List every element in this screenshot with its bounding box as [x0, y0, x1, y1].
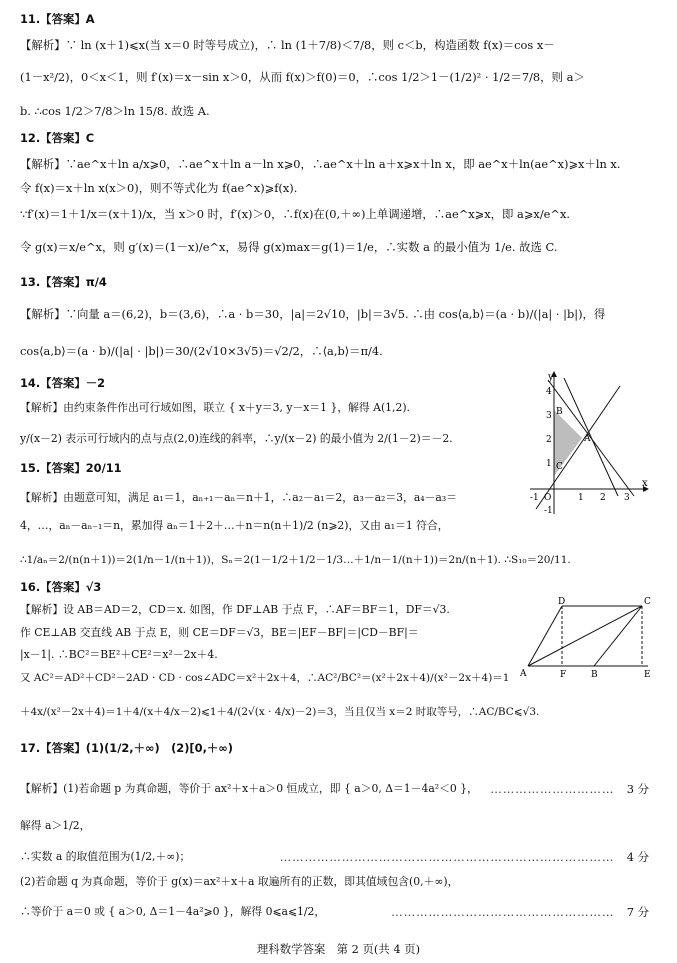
trapezoid-figure — [518, 596, 658, 680]
label-d: D — [558, 597, 566, 607]
x-axis-label: x — [642, 478, 648, 489]
y-axis-label: y — [548, 372, 554, 383]
q11-line-3: b. ∴cos 1/2＞7/8＞ln 15/8. 故选 A. — [20, 104, 210, 118]
q12-line-4: 令 g(x)＝x/e^x，则 g′(x)＝(1－x)/e^x，易得 g(x)max＝g(1)＝1/e，∴实数 a 的最小值为 1/e. 故选 C. — [20, 240, 558, 254]
q15-line-1: 【解析】由题意可知，满足 a₁＝1，aₙ₊₁－aₙ＝n＋1，∴a₂－a₁＝2，a₃－a₂＝3，a₄－a₃＝ — [20, 491, 457, 504]
x-tick: 1 — [578, 493, 584, 503]
y-tick: 2 — [546, 435, 552, 445]
q12-line-1: 【解析】∵ae^x＋ln a/x⩾0，∴ae^x＋ln a－ln x⩾0，∴ae^x＋ln a＋x⩾x＋ln x，即 ae^x＋ln(ae^x)⩾x＋ln x. — [20, 157, 621, 171]
y-tick: 4 — [546, 387, 552, 397]
line-bc — [594, 606, 642, 666]
label-e: E — [644, 670, 651, 680]
q16-line-2: 作 CE⊥AB 交直线 AB 于点 E，则 CE＝DF＝√3，BE＝|EF－BF|＝|CD－BF|＝ — [20, 626, 419, 639]
feasible-region-figure — [522, 368, 652, 518]
q17-line-3: ∴实数 a 的取值范围为(1/2,＋∞)； — [20, 850, 191, 863]
origin-label: O — [544, 493, 552, 503]
q17-answer: 17.【答案】(1)(1/2,＋∞) (2)[0,＋∞) — [20, 741, 233, 755]
q14-line-2: y/(x－2) 表示可行域内的点与点(2,0)连线的斜率，∴y/(x－2) 的最小值为 2/(1－2)＝－2. — [20, 432, 453, 445]
line-y-minus-x-eq-1 — [536, 386, 620, 509]
q16-line-4: 又 AC²＝AD²＋CD²－2AD · CD · cos∠ADC＝x²＋2x＋4，∴AC²/BC²＝(x²＋2x＋4)/(x²－2x＋4)＝1 — [20, 672, 510, 684]
q14-answer: 14.【答案】－2 — [20, 376, 106, 390]
q15-line-2: 4，…，aₙ－aₙ₋₁＝n，累加得 aₙ＝1＋2＋…＋n＝n(n＋1)/2 (n⩾2)，又由 a₁＝1 符合， — [20, 519, 449, 532]
label-c: C — [644, 597, 651, 607]
x-tick: -1 — [530, 493, 539, 503]
q16-line-1: 【解析】设 AB＝AD＝2，CD＝x. 如图，作 DF⊥AB 于点 F，∴AF＝BF＝1，DF＝√3. — [20, 603, 450, 616]
score-7: ……………………………………………… 7 分 — [391, 905, 649, 919]
q13-line-2: cos⟨a,b⟩＝(a · b)/(|a| · |b|)＝30/(2√10×3√5)＝√2/2，∴⟨a,b⟩＝π/4. — [20, 344, 383, 358]
page-footer: 理科数学答案 第 2 页(共 4 页) — [256, 942, 421, 956]
q12-line-2: 令 f(x)＝x＋ln x(x＞0)，则不等式化为 f(ae^x)⩾f(x). — [20, 181, 298, 195]
score-4: ……………………………………………………………………… 4 分 — [279, 850, 649, 864]
q11-line-2: (1－x²/2)，0＜x＜1，则 f′(x)＝x－sin x＞0，从而 f(x)＞f(0)＝0，∴cos 1/2＞1－(1/2)² · 1/2＝7/8，则 a＞ — [20, 70, 585, 84]
label-f: F — [560, 670, 567, 680]
y-tick: 1 — [546, 459, 552, 469]
q17-line-4: (2)若命题 q 为真命题，等价于 g(x)＝ax²＋x＋a 取遍所有的正数，即其值域包含(0,＋∞)， — [20, 875, 459, 888]
q11-answer: 11.【答案】A — [20, 12, 95, 26]
point-b-label: B — [556, 407, 563, 417]
label-a: A — [520, 669, 527, 679]
q15-line-3: ∴1/aₙ＝2/(n(n＋1))＝2(1/n－1/(n＋1))，Sₙ＝2(1－1/2＋1/2－1/3…＋1/n－1/(n＋1))＝2n/(n＋1). ∴S₁₀＝20/11. — [20, 554, 571, 566]
q16-line-5: ＋4x/(x²－2x＋4)＝1＋4/(x＋4/x－2)⩽1＋4/(2√(x · 4/x)－2)＝3，当且仅当 x＝2 时取等号，∴AC/BC⩽√3. — [20, 706, 540, 718]
point-c-label: C — [556, 462, 563, 472]
point-a-label: A — [584, 434, 591, 444]
y-tick: 3 — [546, 411, 552, 421]
q12-line-3: ∵f′(x)＝1＋1/x＝(x＋1)/x，当 x＞0 时，f′(x)＞0，∴f(x)在(0,＋∞)上单调递增，∴ae^x⩾x，即 a⩾x/e^x. — [20, 207, 570, 221]
q16-line-3: |x－1|. ∴BC²＝BE²＋CE²＝x²－2x＋4. — [20, 648, 218, 661]
q12-answer: 12.【答案】C — [20, 131, 95, 145]
x-tick: 2 — [600, 493, 606, 503]
q14-line-1: 【解析】由约束条件作出可行域如图，联立 { x＋y＝3, y－x＝1 }，解得 A(1,2). — [20, 401, 410, 414]
q17-line-5: ∴等价于 a＝0 或 { a＞0, Δ＝1－4a²⩾0 }，解得 0⩽a⩽1/2， — [20, 905, 326, 918]
q13-line-1: 【解析】∵向量 a＝(6,2)，b＝(3,6)，∴a · b＝30，|a|＝2√10，|b|＝3√5. ∴由 cos⟨a,b⟩＝(a · b)/(|a| · |b|)，得 — [20, 307, 606, 321]
label-b: B — [591, 670, 598, 680]
q16-answer: 16.【答案】√3 — [20, 580, 102, 594]
x-tick: 3 — [624, 493, 630, 503]
q15-answer: 15.【答案】20/11 — [20, 461, 122, 475]
q11-line-1: 【解析】∵ ln (x＋1)⩽x(当 x＝0 时等号成立)，∴ ln (1＋7/8)＜7/8，则 c＜b，构造函数 f(x)＝cos x－ — [20, 38, 555, 52]
q13-answer: 13.【答案】π/4 — [20, 275, 107, 289]
q17-line-1: 【解析】(1)若命题 p 为真命题，等价于 ax²＋x＋a＞0 恒成立，即 { a＞0, Δ＝1－4a²＜0 }， — [20, 782, 478, 795]
q17-line-2: 解得 a＞1/2， — [20, 819, 91, 832]
y-tick: -1 — [544, 506, 553, 516]
score-3: ………………………… 3 分 — [490, 782, 649, 796]
